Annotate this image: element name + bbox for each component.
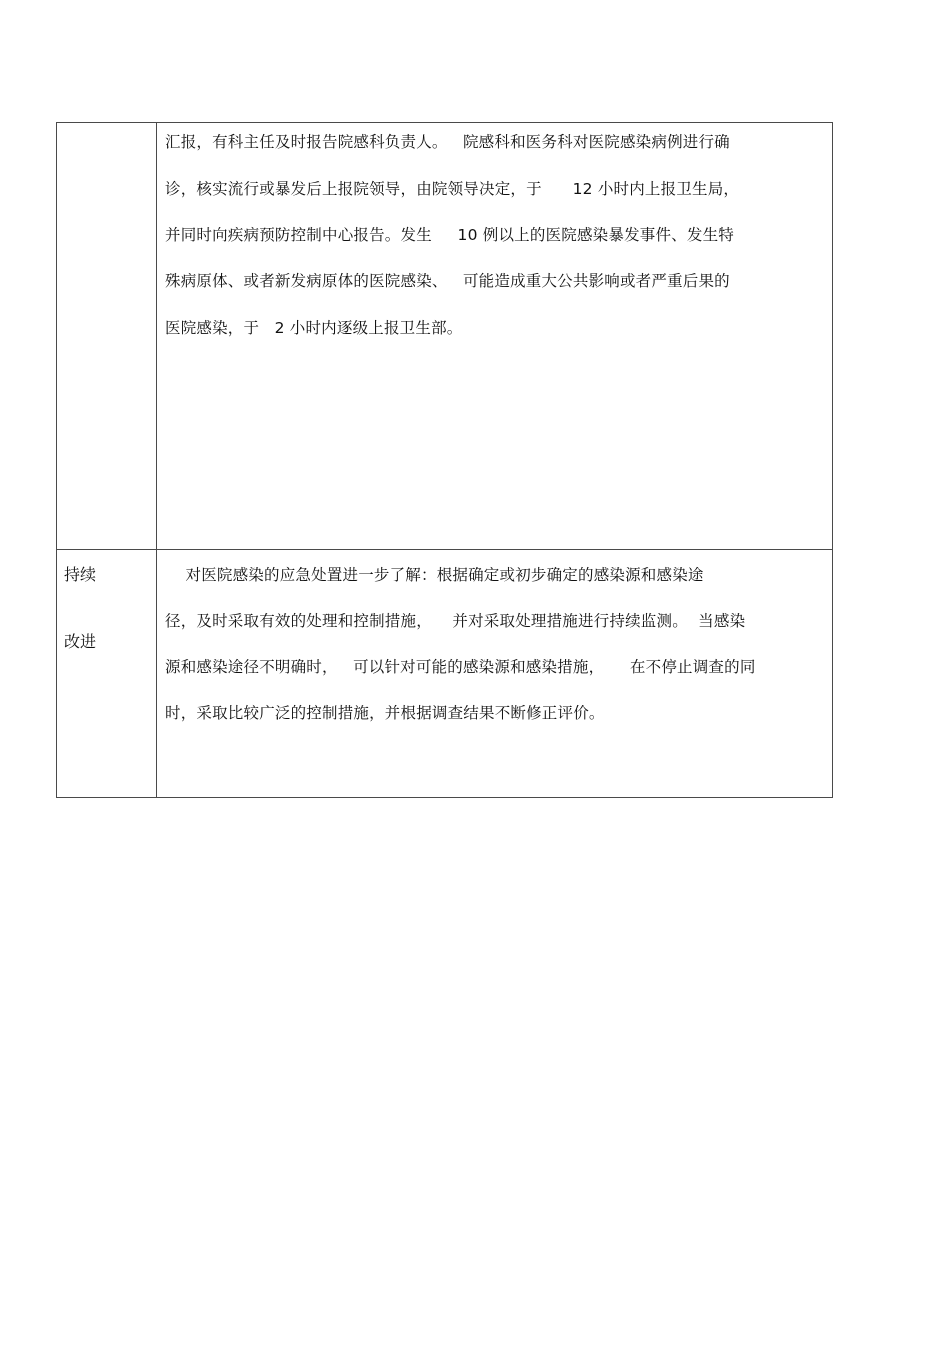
row-label-line: 改进 xyxy=(64,632,97,651)
table-row-reporting xyxy=(57,123,832,550)
row-label-line: 持续 xyxy=(64,565,97,584)
paragraph-line: 时，采取比较广泛的控制措施，并根据调查结果不断修正评价。 xyxy=(165,704,605,722)
table-row-continuous-improvement xyxy=(57,550,832,798)
row-content-cell-improvement xyxy=(157,550,832,798)
row-label-cell xyxy=(57,550,157,798)
row-content-cell-reporting xyxy=(157,123,832,549)
row-label-cell-empty xyxy=(57,123,157,549)
paragraph-line: 汇报，有科主任及时报告院感科负责人。 院感科和医务科对医院感染病例进行确 xyxy=(165,133,730,151)
paragraph-line: 医院感染，于 2 小时内逐级上报卫生部。 xyxy=(165,319,463,337)
document-table xyxy=(56,122,833,798)
paragraph-line: 源和感染途径不明确时， 可以针对可能的感染源和感染措施， 在不停止调查的同 xyxy=(165,658,756,676)
paragraph-line: 诊，核实流行或暴发后上报院领导，由院领导决定，于 12 小时内上报卫生局， xyxy=(165,180,740,198)
paragraph-line: 径，及时采取有效的处理和控制措施， 并对采取处理措施进行持续监测。 当感染 xyxy=(165,612,746,630)
paragraph-line: 并同时向疾病预防控制中心报告。发生 10 例以上的医院感染暴发事件、发生特 xyxy=(165,226,734,244)
paragraph-line: 殊病原体、或者新发病原体的医院感染、 可能造成重大公共影响或者严重后果的 xyxy=(165,272,730,290)
paragraph-line: 对医院感染的应急处置进一步了解：根据确定或初步确定的感染源和感染途 xyxy=(165,566,704,584)
